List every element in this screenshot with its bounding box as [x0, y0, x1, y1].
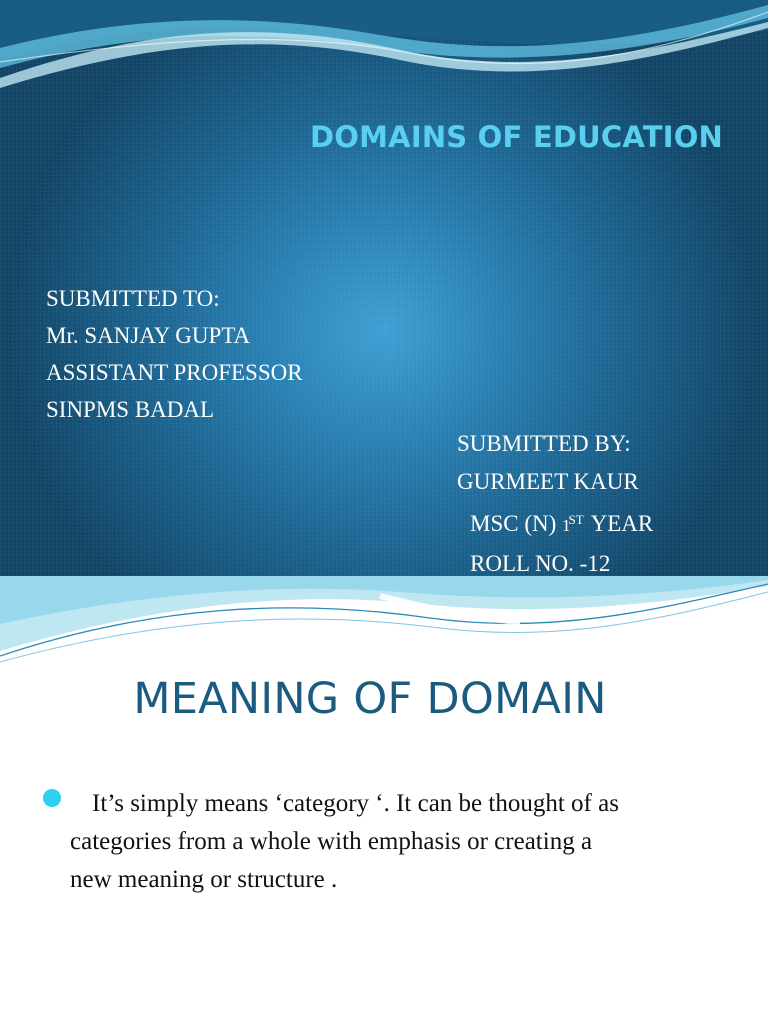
header-wave-decoration [0, 576, 768, 664]
bullet-icon [43, 789, 61, 807]
submitted-by-heading: SUBMITTED BY: [457, 431, 631, 456]
course-suffix: YEAR [585, 511, 654, 536]
submitted-to-heading: SUBMITTED TO: [46, 286, 220, 311]
professor-name: Mr. SANJAY GUPTA [46, 323, 251, 348]
bullet-line-3: new meaning or structure . [70, 866, 338, 893]
roll-number: ROLL NO. -12 [470, 551, 611, 576]
top-wave-decoration [0, 0, 768, 110]
institution-name: SINPMS BADAL [46, 397, 215, 422]
content-slide [0, 576, 768, 1024]
bullet-line-1: It’s simply means ‘category ‘. It can be thought of as [92, 790, 619, 817]
bullet-text [70, 785, 720, 899]
course-superscript: ST [568, 512, 584, 527]
course-prefix: MSC (N) [470, 511, 563, 536]
student-course [457, 501, 653, 545]
submitted-to-block [46, 280, 303, 428]
bullet-line-2: categories from a whole with emphasis or creating a [70, 828, 593, 855]
professor-designation: ASSISTANT PROFESSOR [46, 360, 303, 385]
submitted-by-block [457, 425, 653, 576]
student-name: GURMEET KAUR [457, 469, 639, 494]
course-number: 1 [562, 516, 571, 535]
slide-title: DOMAINS OF EDUCATION [310, 120, 724, 154]
slide-title: MEANING OF DOMAIN [133, 674, 607, 724]
